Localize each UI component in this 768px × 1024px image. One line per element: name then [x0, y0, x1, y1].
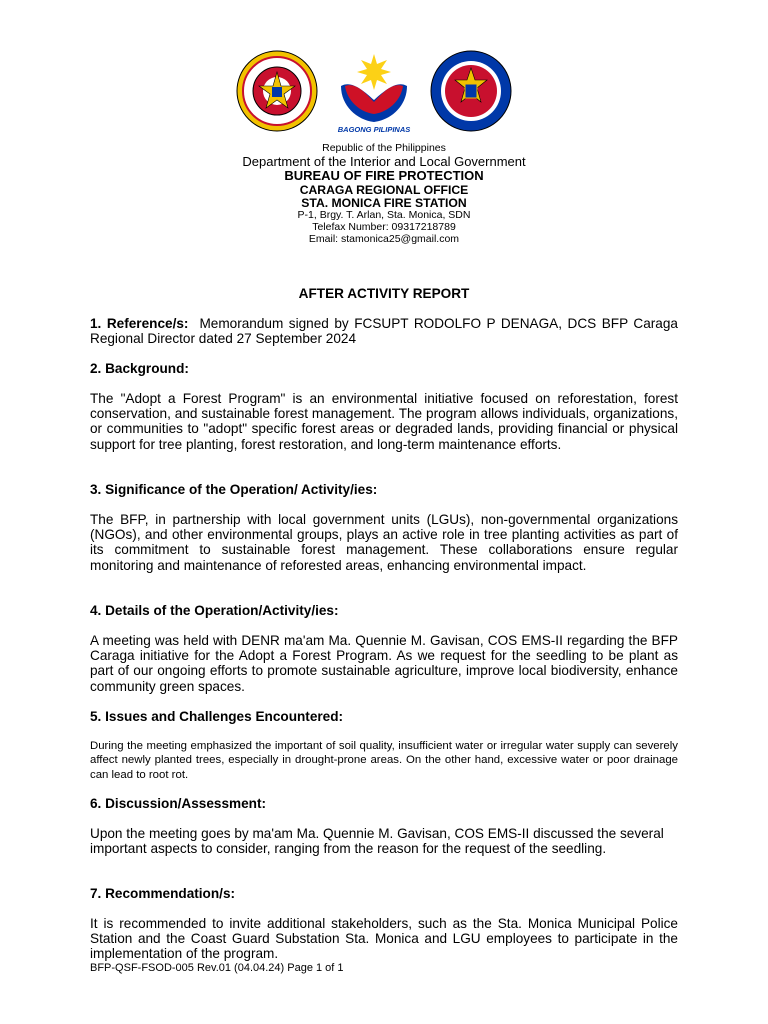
background-text: The "Adopt a Forest Program" is an environmental initiative focused on reforestation, forest conservation, and sustainable forest management. The program allows individuals, organizations, or communities to "adopt" specific forest areas or degraded lands, providing financial or physical support for tree planting, forest restoration, and long-term maintenance efforts. [90, 391, 678, 452]
significance-heading: 3. Significance of the Operation/ Activity/ies: [90, 482, 378, 497]
email-line: Email: stamonica25@gmail.com [308, 233, 460, 245]
issues-text: During the meeting emphasized the important of soil quality, insufficient water or irregular water supply can severely affect newly planted trees, especially in drought-prone areas. On the other hand, excessive water or poor drainage can lead to root rot. [90, 740, 678, 781]
reference-section [90, 316, 678, 346]
discussion-text: Upon the meeting goes by ma'am Ma. Quennie M. Gavisan, COS EMS-II discussed the several important aspects to consider, ranging from the reason for the request of the seedling. [90, 826, 664, 857]
issues-heading: 5. Issues and Challenges Encountered: [90, 709, 344, 724]
bagong-pilipinas-caption: BAGONG PILIPINAS [337, 125, 411, 134]
details-heading: 4. Details of the Operation/Activity/ies: [90, 603, 339, 618]
bagong-pilipinas-logo [333, 50, 415, 134]
header-logos [0, 50, 768, 140]
telefax-line: Telefax Number: 09317218789 [312, 221, 456, 233]
reference-text: Memorandum signed by FCSUPT RODOLFO P DENAGA, DCS BFP Caraga Regional Director dated 27 September 2024 [90, 316, 678, 347]
sta-monica-station-seal-logo [425, 50, 517, 132]
reference-label: 1. Reference/s: [90, 316, 189, 331]
bfp-seal-logo [229, 50, 325, 132]
background-heading: 2. Background: [90, 361, 189, 376]
recommendation-heading: 7. Recommendation/s: [90, 886, 236, 901]
station-line: STA. MONICA FIRE STATION [301, 196, 467, 210]
discussion-heading: 6. Discussion/Assessment: [90, 796, 267, 811]
details-text: A meeting was held with DENR ma'am Ma. Quennie M. Gavisan, COS EMS-II regarding the BFP Caraga initiative for the Adopt a Forest Program. As we request for the seedling to be plant as part of our ongoing efforts to promote sustainable agriculture, improve local biodiversity, enhance community green spaces. [90, 633, 678, 694]
report-title: AFTER ACTIVITY REPORT [298, 286, 470, 301]
significance-text: The BFP, in partnership with local government units (LGUs), non-governmental organizations (NGOs), and other environmental groups, plays an active role in tree planting activities as part of its commitment to sustainable forest management. These collaborations ensure regular monitoring and maintenance of reforested areas, enhancing environmental impact. [90, 512, 678, 573]
bureau-line: BUREAU OF FIRE PROTECTION [284, 168, 484, 183]
region-line: CARAGA REGIONAL OFFICE [299, 183, 469, 197]
recommendation-text: It is recommended to invite additional stakeholders, such as the Sta. Monica Municipal Police Station and the Coast Guard Substation Sta. Monica and LGU employees to participate in the implementation of the program. [90, 916, 678, 962]
republic-line: Republic of the Philippines [322, 142, 446, 154]
department-line: Department of the Interior and Local Government [242, 154, 526, 169]
address-line: P-1, Brgy. T. Arlan, Sta. Monica, SDN [297, 209, 471, 221]
form-code-footer: BFP-QSF-FSOD-005 Rev.01 (04.04.24) Page 1 of 1 [90, 962, 344, 974]
